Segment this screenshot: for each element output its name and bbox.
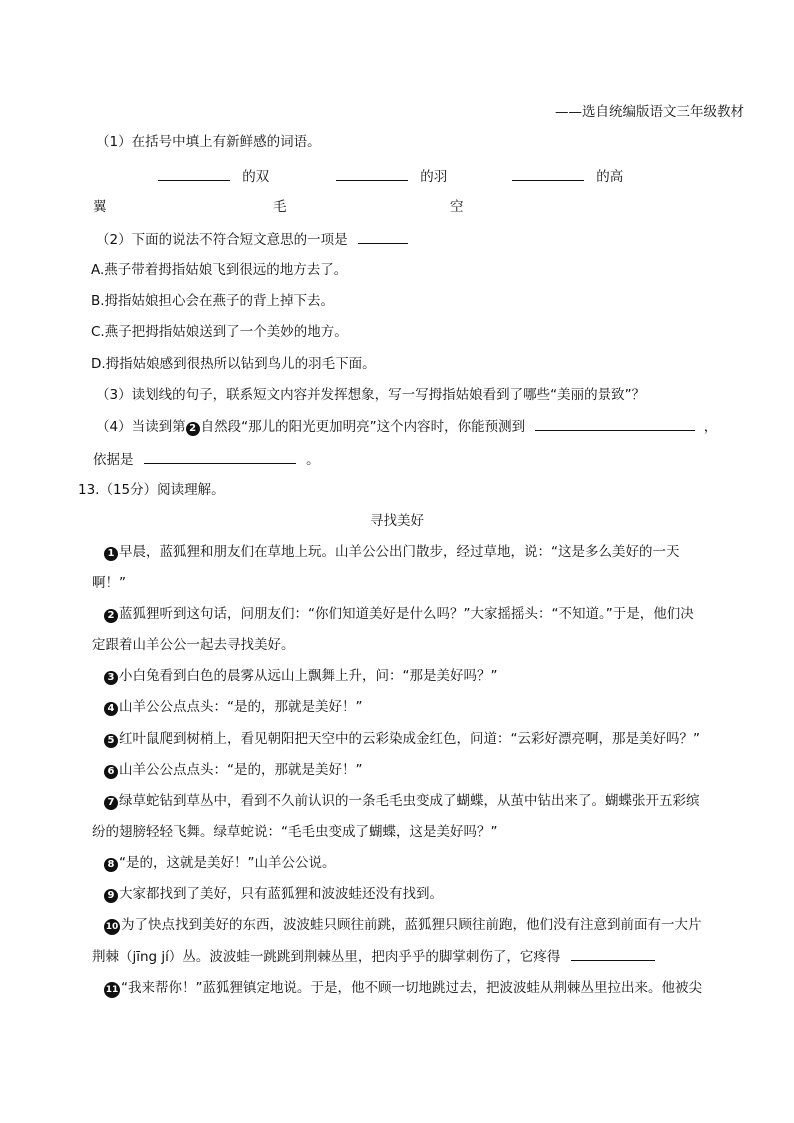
answer-blank[interactable] (571, 946, 655, 961)
circled-number: 7 (104, 796, 118, 810)
paragraph-6 (104, 760, 363, 780)
paragraph-8 (104, 853, 336, 873)
question-1: （1）在括号中填上有新鲜感的词语。 (96, 134, 321, 150)
answer-blank[interactable] (358, 229, 408, 244)
fill-blank-item (336, 166, 447, 187)
paragraph-text: 荆棘（jīng jí）丛。波波蛙一跳跳到荆棘丛里，把肉乎乎的脚掌刺伤了，它疼得 (92, 949, 561, 965)
circled-number: 8 (104, 858, 118, 872)
circled-number: 2 (186, 422, 200, 436)
answer-blank[interactable] (144, 449, 296, 464)
blank-tail: 毛 (273, 199, 287, 215)
paragraph-10 (104, 915, 702, 935)
paragraph-text: “是的，这就是美好！”山羊公公说。 (119, 855, 336, 871)
passage-title: 寻找美好 (370, 513, 424, 529)
paragraph-text: “我来帮你！”蓝狐狸镇定地说。于是，他不顾一切地跳过去，把波波蛙从荆棘丛里拉出来。他被尖 (121, 980, 702, 996)
circled-number: 1 (104, 547, 118, 561)
circled-number: 11 (104, 982, 120, 998)
circled-number: 6 (104, 765, 118, 779)
paragraph-11 (104, 978, 702, 998)
question-2 (96, 229, 408, 250)
circled-number: 10 (104, 919, 120, 935)
circled-number: 4 (104, 702, 118, 716)
paragraph-10-cont (92, 946, 655, 967)
blank-suffix: 的双 (242, 169, 270, 185)
answer-blank[interactable] (336, 166, 408, 181)
paragraph-text: 红叶鼠爬到树梢上，看见朝阳把天空中的云彩染成金红色，问道：“云彩好漂亮啊，那是美好吗？” (119, 731, 700, 747)
option-b: B.拇指姑娘担心会在燕子的背上掉下去。 (91, 293, 335, 309)
paragraph-text: 山羊公公点点头：“是的，那就是美好！” (119, 699, 363, 715)
answer-blank[interactable] (535, 416, 695, 431)
fill-blank-item (158, 166, 269, 187)
paragraph-text: 为了快点找到美好的东西，波波蛙只顾往前跳，蓝狐狸只顾往前跑，他们没有注意到前面有一大片 (121, 917, 702, 933)
question-4-text: （4）当读到第 (96, 419, 186, 435)
paragraph-1 (104, 542, 680, 562)
paragraph-text: 小白兔看到白色的晨雾从远山上飘舞上升，问：“那是美好吗？” (119, 668, 498, 684)
paragraph-9 (104, 884, 443, 904)
punctuation: 。 (306, 452, 320, 468)
paragraph-2-cont: 定跟着山羊公公一起去寻找美好。 (92, 637, 295, 653)
paragraph-text: 早晨，蓝狐狸和朋友们在草地上玩。山羊公公出门散步，经过草地，说：“这是多么美好的一天 (119, 544, 680, 560)
paragraph-text: 蓝狐狸听到这句话，问朋友们：“你们知道美好是什么吗？”大家摇摇头：“不知道。”于是，他们决 (119, 606, 694, 622)
paragraph-4 (104, 697, 363, 717)
blank-tail: 空 (450, 199, 464, 215)
paragraph-3 (104, 666, 498, 686)
punctuation: ， (703, 419, 718, 435)
blank-tail: 翼 (93, 199, 107, 215)
answer-blank[interactable] (512, 166, 584, 181)
paragraph-2 (104, 604, 694, 624)
paragraph-5 (104, 729, 700, 749)
paragraph-text: 绿草蛇钻到草丛中，看到不久前认识的一条毛毛虫变成了蝴蝶，从茧中钻出来了。蝴蝶张开五彩缤 (119, 793, 700, 809)
answer-blank[interactable] (158, 166, 230, 181)
paragraph-7-cont: 纷的翅膀轻轻飞舞。绿草蛇说：“毛毛虫变成了蝴蝶，这是美好吗？” (92, 824, 498, 840)
paragraph-text: 大家都找到了美好，只有蓝狐狸和波波蛙还没有找到。 (119, 886, 443, 902)
question-13-header: 13.（15分）阅读理解。 (78, 482, 225, 498)
paragraph-1-cont: 啊！” (92, 575, 126, 591)
circled-number: 3 (104, 671, 118, 685)
question-4-basis (93, 449, 320, 470)
blank-suffix: 的羽 (420, 169, 448, 185)
fill-blank-item (512, 166, 623, 187)
option-c: C.燕子把拇指姑娘送到了一个美妙的地方。 (91, 324, 348, 340)
circled-number: 9 (104, 889, 118, 903)
option-d: D.拇指姑娘感到很热所以钻到鸟儿的羽毛下面。 (91, 356, 376, 372)
paragraph-7 (104, 791, 700, 811)
question-3: （3）读划线的句子，联系短文内容并发挥想象，写一写拇指姑娘看到了哪些“美丽的景致”？ (96, 387, 646, 403)
question-2-text: （2）下面的说法不符合短文意思的一项是 (96, 232, 348, 248)
option-a: A.燕子带着拇指姑娘飞到很远的地方去了。 (91, 262, 348, 278)
basis-label: 依据是 (93, 452, 134, 468)
question-4-text-2: 自然段“那儿的阳光更加明亮”这个内容时，你能预测到 (200, 419, 526, 435)
blank-suffix: 的高 (596, 169, 624, 185)
source-note: ——选自统编版语文三年级教材 (555, 104, 744, 120)
circled-number: 5 (104, 734, 118, 748)
question-4 (96, 416, 717, 437)
paragraph-text: 山羊公公点点头：“是的，那就是美好！” (119, 762, 363, 778)
circled-number: 2 (104, 609, 118, 623)
